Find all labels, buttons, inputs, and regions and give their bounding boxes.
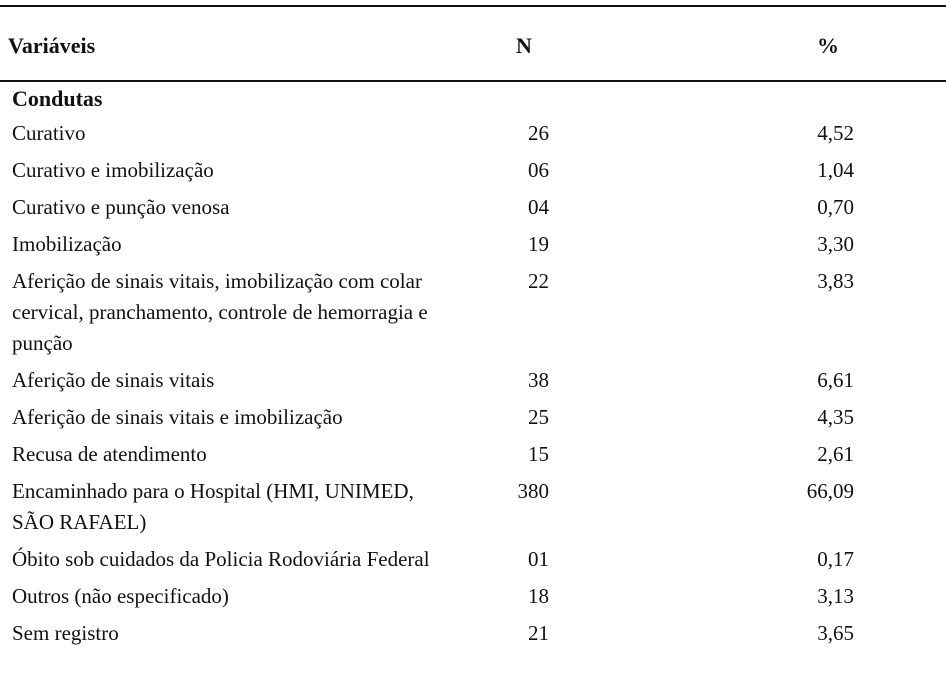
- row-n: 15: [528, 442, 549, 466]
- row-label: Curativo: [12, 121, 86, 145]
- row-percent: 6,61: [817, 368, 854, 392]
- row-percent: 3,30: [817, 232, 854, 256]
- row-n: 06: [528, 158, 549, 182]
- table-row: [0, 618, 946, 655]
- table-row: [0, 155, 946, 192]
- row-percent: 0,70: [817, 195, 854, 219]
- row-percent: 3,65: [817, 621, 854, 645]
- row-label: Aferição de sinais vitais: [12, 368, 215, 392]
- row-label: Óbito sob cuidados da Policia Rodoviária Federal: [12, 547, 430, 571]
- row-n: 19: [528, 232, 549, 256]
- column-header-percent: %: [817, 33, 839, 58]
- row-n: 26: [528, 121, 549, 145]
- row-n: 18: [528, 584, 549, 608]
- table-row: [0, 365, 946, 402]
- row-percent: 4,52: [817, 121, 854, 145]
- table-top-rule: [0, 5, 946, 7]
- row-n: 22: [528, 269, 549, 293]
- row-percent: 3,13: [817, 584, 854, 608]
- row-label: Aferição de sinais vitais e imobilização: [12, 405, 343, 429]
- row-label: Curativo e punção venosa: [12, 195, 230, 219]
- table-row: [0, 118, 946, 155]
- section-title: Condutas: [12, 86, 103, 111]
- row-percent: 66,09: [806, 479, 854, 503]
- row-n: 25: [528, 405, 549, 429]
- row-percent: 3,83: [817, 269, 854, 293]
- row-label: Recusa de atendimento: [12, 442, 207, 466]
- table-header-rule: [0, 80, 946, 82]
- column-header-variaveis: Variáveis: [8, 33, 96, 58]
- row-percent: 2,61: [817, 442, 854, 466]
- table-row: [0, 544, 946, 581]
- table-row: [0, 229, 946, 266]
- row-percent: 1,04: [817, 158, 854, 182]
- table-row: [0, 266, 946, 365]
- row-label: Encaminhado para o Hospital (HMI, UNIMED, SÃO RAFAEL): [12, 479, 414, 534]
- row-label: Sem registro: [12, 621, 119, 645]
- row-percent: 0,17: [817, 547, 854, 571]
- table-body: [0, 118, 946, 655]
- row-n: 38: [528, 368, 549, 392]
- row-n: 01: [528, 547, 549, 571]
- row-label: Curativo e imobilização: [12, 158, 214, 182]
- row-label: Aferição de sinais vitais, imobilização com colar cervical, pranchamento, controle de hemorragia e punção: [12, 269, 428, 355]
- row-label: Imobilização: [12, 232, 122, 256]
- table-row: [0, 476, 946, 544]
- table-row: [0, 439, 946, 476]
- column-header-n: N: [516, 33, 532, 58]
- table-row: [0, 192, 946, 229]
- row-n: 380: [517, 479, 549, 503]
- row-n: 04: [528, 195, 549, 219]
- table-row: [0, 402, 946, 439]
- table-row: [0, 581, 946, 618]
- row-percent: 4,35: [817, 405, 854, 429]
- row-n: 21: [528, 621, 549, 645]
- row-label: Outros (não especificado): [12, 584, 229, 608]
